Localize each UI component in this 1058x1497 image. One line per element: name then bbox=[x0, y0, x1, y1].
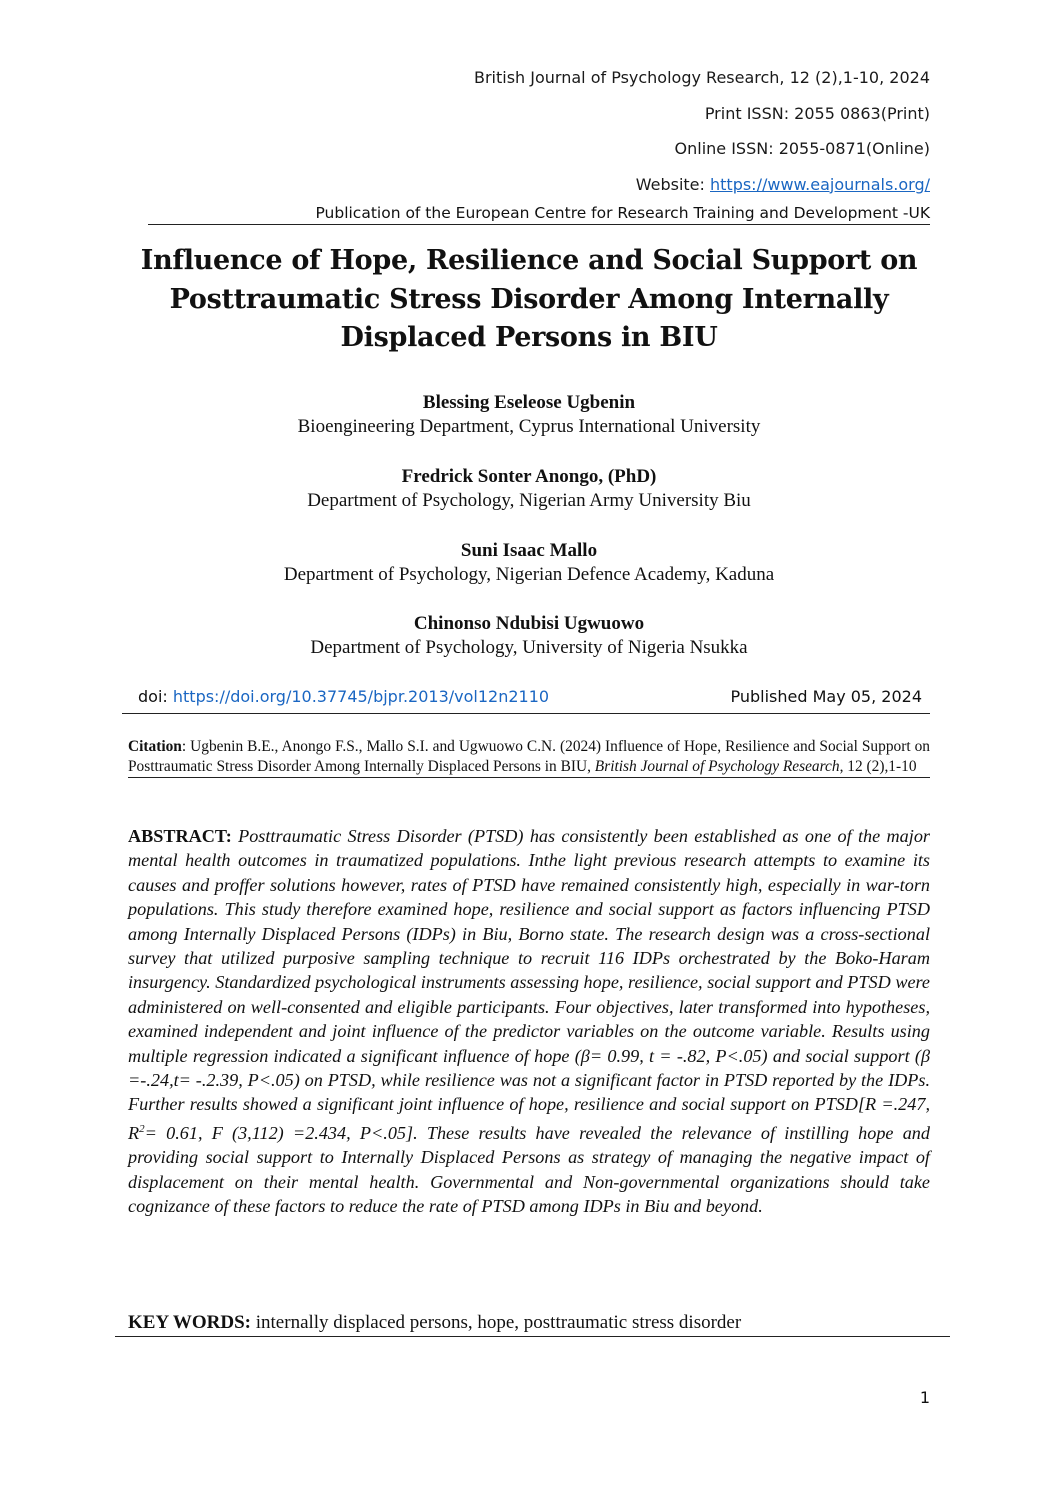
online-issn: Online ISSN: 2055-0871(Online) bbox=[674, 139, 930, 158]
doi-line bbox=[138, 687, 549, 706]
abstract-superscript: 2 bbox=[139, 1122, 145, 1135]
abstract-text-continued: = 0.61, F (3,112) =2.434, P<.05]. These results have revealed the relevance of instilling hope and providing social support to Internally Displaced Persons as strategy of managing the negative impact of displacement on their mental health. Governmental and Non-governmental organizations should take cognizance of these factors to reduce the rate of PTSD among IDPs in Biu and beyond. bbox=[128, 1122, 930, 1217]
citation-label: Citation bbox=[128, 738, 182, 755]
doi-row bbox=[122, 685, 930, 714]
website-line bbox=[474, 167, 930, 203]
journal-header bbox=[474, 60, 930, 202]
citation-text: : Ugbenin B.E., Anongo F.S., Mallo S.I. and Ugwuowo C.N. (2024) Influence of Hope, Resilience and Social Support on Posttraumatic Stress Disorder Among Internally Displaced Persons in BIU, bbox=[128, 738, 930, 775]
title-line: Influence of Hope, Resilience and Social Support on bbox=[140, 245, 918, 276]
author-name: Blessing Eseleose Ugbenin bbox=[422, 392, 636, 413]
keywords bbox=[115, 1311, 950, 1337]
author-affiliation: Department of Psychology, University of Nigeria Nsukka bbox=[310, 637, 748, 658]
publisher-line: Publication of the European Centre for Research Training and Development -UK bbox=[148, 202, 930, 225]
author-block bbox=[100, 391, 958, 439]
author-block bbox=[100, 539, 958, 587]
published-date: Published May 05, 2024 bbox=[730, 687, 922, 706]
print-issn: Print ISSN: 2055 0863(Print) bbox=[704, 103, 930, 123]
title-line: Displaced Persons in BIU bbox=[340, 322, 718, 353]
citation-journal: British Journal of Psychology Research bbox=[594, 757, 840, 775]
paper-title bbox=[100, 242, 958, 358]
abstract-label: ABSTRACT: bbox=[128, 826, 232, 846]
author-name: Chinonso Ndubisi Ugwuowo bbox=[413, 613, 645, 634]
keywords-text: internally displaced persons, hope, posttraumatic stress disorder bbox=[251, 1312, 742, 1333]
citation-block bbox=[128, 737, 930, 778]
doi-link[interactable]: https://doi.org/10.37745/bjpr.2013/vol12n2110 bbox=[172, 687, 550, 706]
citation-volume: , 12 (2),1-10 bbox=[839, 757, 917, 775]
page-number: 1 bbox=[919, 1388, 930, 1407]
author-block bbox=[100, 465, 958, 513]
keywords-label: KEY WORDS: bbox=[128, 1312, 251, 1333]
author-affiliation: Bioengineering Department, Cyprus International University bbox=[297, 416, 761, 437]
doi-label: doi: bbox=[138, 687, 173, 706]
author-affiliation: Department of Psychology, Nigerian Army University Biu bbox=[307, 490, 751, 511]
journal-citation-line: British Journal of Psychology Research, 12 (2),1-10, 2024 bbox=[473, 68, 930, 87]
abstract-text: Posttraumatic Stress Disorder (PTSD) has consistently been established as one of the major mental health outcomes in traumatized populations. Inthe light previous research attempts to examine its causes and proffer solutions however, rates of PTSD have remained consistently high, especially in war-torn populations. This study therefore examined hope, resilience and social support as factors influencing PTSD among Internally Displaced Persons (IDPs) in Biu, Borno state. The research design was a cross-sectional survey that utilized purposive sampling technique to recruit 116 IDPs orchestrated by the Boko-Haram insurgency. Standardized psychological instruments assessing hope, resilience, social support and PTSD were administered on well-consented and eligible participants. Four objectives, later transformed into hypotheses, examined independent and joint influence of the predictor variables on the outcome variable. Results using multiple regression indicated a significant influence of hope (β= 0.99, t = -.82, P<.05) and social support (β =-.24,t= -.2.39, P<.05) on PTSD, while resilience was not a significant factor in PTSD reported by the IDPs. Further results showed a significant joint influence of hope, resilience and social support on PTSD[R =.247, R bbox=[128, 826, 930, 1143]
title-line: Posttraumatic Stress Disorder Among Internally bbox=[169, 283, 889, 315]
author-name: Suni Isaac Mallo bbox=[460, 540, 598, 561]
website-label: Website: bbox=[635, 174, 710, 194]
abstract bbox=[128, 824, 930, 1219]
author-name: Fredrick Sonter Anongo, (PhD) bbox=[401, 466, 657, 487]
website-link[interactable]: https://www.eajournals.org/ bbox=[710, 174, 930, 194]
author-block bbox=[100, 612, 958, 660]
author-affiliation: Department of Psychology, Nigerian Defence Academy, Kaduna bbox=[283, 564, 775, 585]
